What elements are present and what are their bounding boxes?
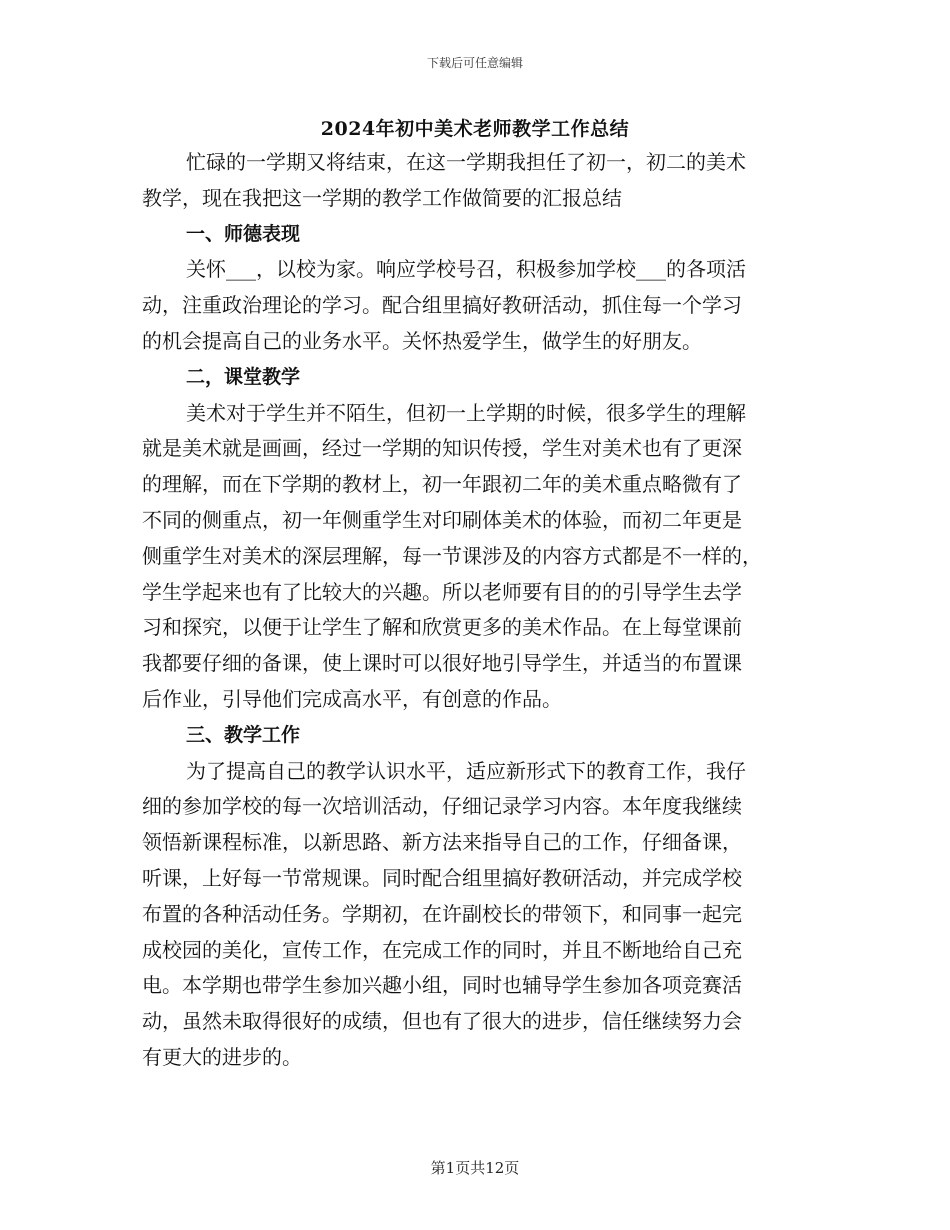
paragraph-line: 动，虽然未取得很好的成绩，但也有了很大的进步，信任继续努力会 (142, 1009, 742, 1034)
section-heading: 一、师德表现 (186, 222, 301, 245)
paragraph-line: 我都要仔细的备课，使上课时可以很好地引导学生，并适当的布置课 (142, 651, 742, 676)
paragraph-line: 领悟新课程标准，以新思路、新方法来指导自己的工作，仔细备课， (142, 830, 742, 855)
document-body (142, 145, 810, 1076)
paragraph-line: 的理解，而在下学期的教材上，初一年跟初二年的美术重点略微有了 (142, 472, 742, 497)
section-heading: 二，课堂教学 (186, 365, 301, 388)
paragraph-line: 不同的侧重点，初一年侧重学生对印刷体美术的体验，而初二年更是 (142, 507, 742, 532)
paragraph-line: 学生学起来也有了比较大的兴趣。所以老师要有目的的引导学生去学 (142, 579, 742, 604)
section-heading: 三、教学工作 (186, 723, 301, 746)
paragraph-line: 有更大的进步的。 (142, 1044, 302, 1069)
paragraph-line: 为了提高自己的教学认识水平，适应新形式下的教育工作，我仔 (186, 758, 746, 783)
paragraph-line: 成校园的美化，宣传工作，在完成工作的同时，并且不断地给自己充 (142, 937, 742, 962)
page-number: 第1页共12页 (430, 1159, 520, 1177)
document-title: 2024年初中美术老师教学工作总结 (320, 118, 630, 140)
paragraph-line: 习和探究，以便于让学生了解和欣赏更多的美术作品。在上每堂课前 (142, 615, 742, 640)
paragraph-line: 侧重学生对美术的深层理解，每一节课涉及的内容方式都是不一样的， (142, 543, 762, 568)
paragraph-line: 布置的各种活动任务。学期初，在许副校长的带领下，和同事一起完 (142, 901, 742, 926)
paragraph-line: 电。本学期也带学生参加兴趣小组，同时也辅导学生参加各项竞赛活 (142, 973, 742, 998)
paragraph-line: 听课，上好每一节常规课。同时配合组里搞好教研活动，并完成学校 (142, 865, 742, 890)
paragraph-line: 美术对于学生并不陌生，但初一上学期的时候，很多学生的理解 (186, 400, 746, 425)
intro-line: 忙碌的一学期又将结束，在这一学期我担任了初一，初二的美术 (186, 150, 746, 174)
paragraph-line: 细的参加学校的每一次培训活动，仔细记录学习内容。本年度我继续 (142, 794, 742, 819)
intro-line: 教学，现在我把这一学期的教学工作做简要的汇报总结 (142, 185, 622, 210)
paragraph-line: 的机会提高自己的业务水平。关怀热爱学生，做学生的好朋友。 (142, 328, 702, 353)
paragraph-line: 就是美术就是画画，经过一学期的知识传授，学生对美术也有了更深 (142, 436, 742, 461)
paragraph-line: 关怀___，以校为家。响应学校号召，积极参加学校___的各项活 (186, 257, 746, 282)
page-header-note: 下载后可任意编辑 (426, 56, 523, 70)
paragraph-line: 后作业，引导他们完成高水平，有创意的作品。 (142, 686, 562, 711)
paragraph-line: 动，注重政治理论的学习。配合组里搞好教研活动，抓住每一个学习 (142, 293, 742, 318)
